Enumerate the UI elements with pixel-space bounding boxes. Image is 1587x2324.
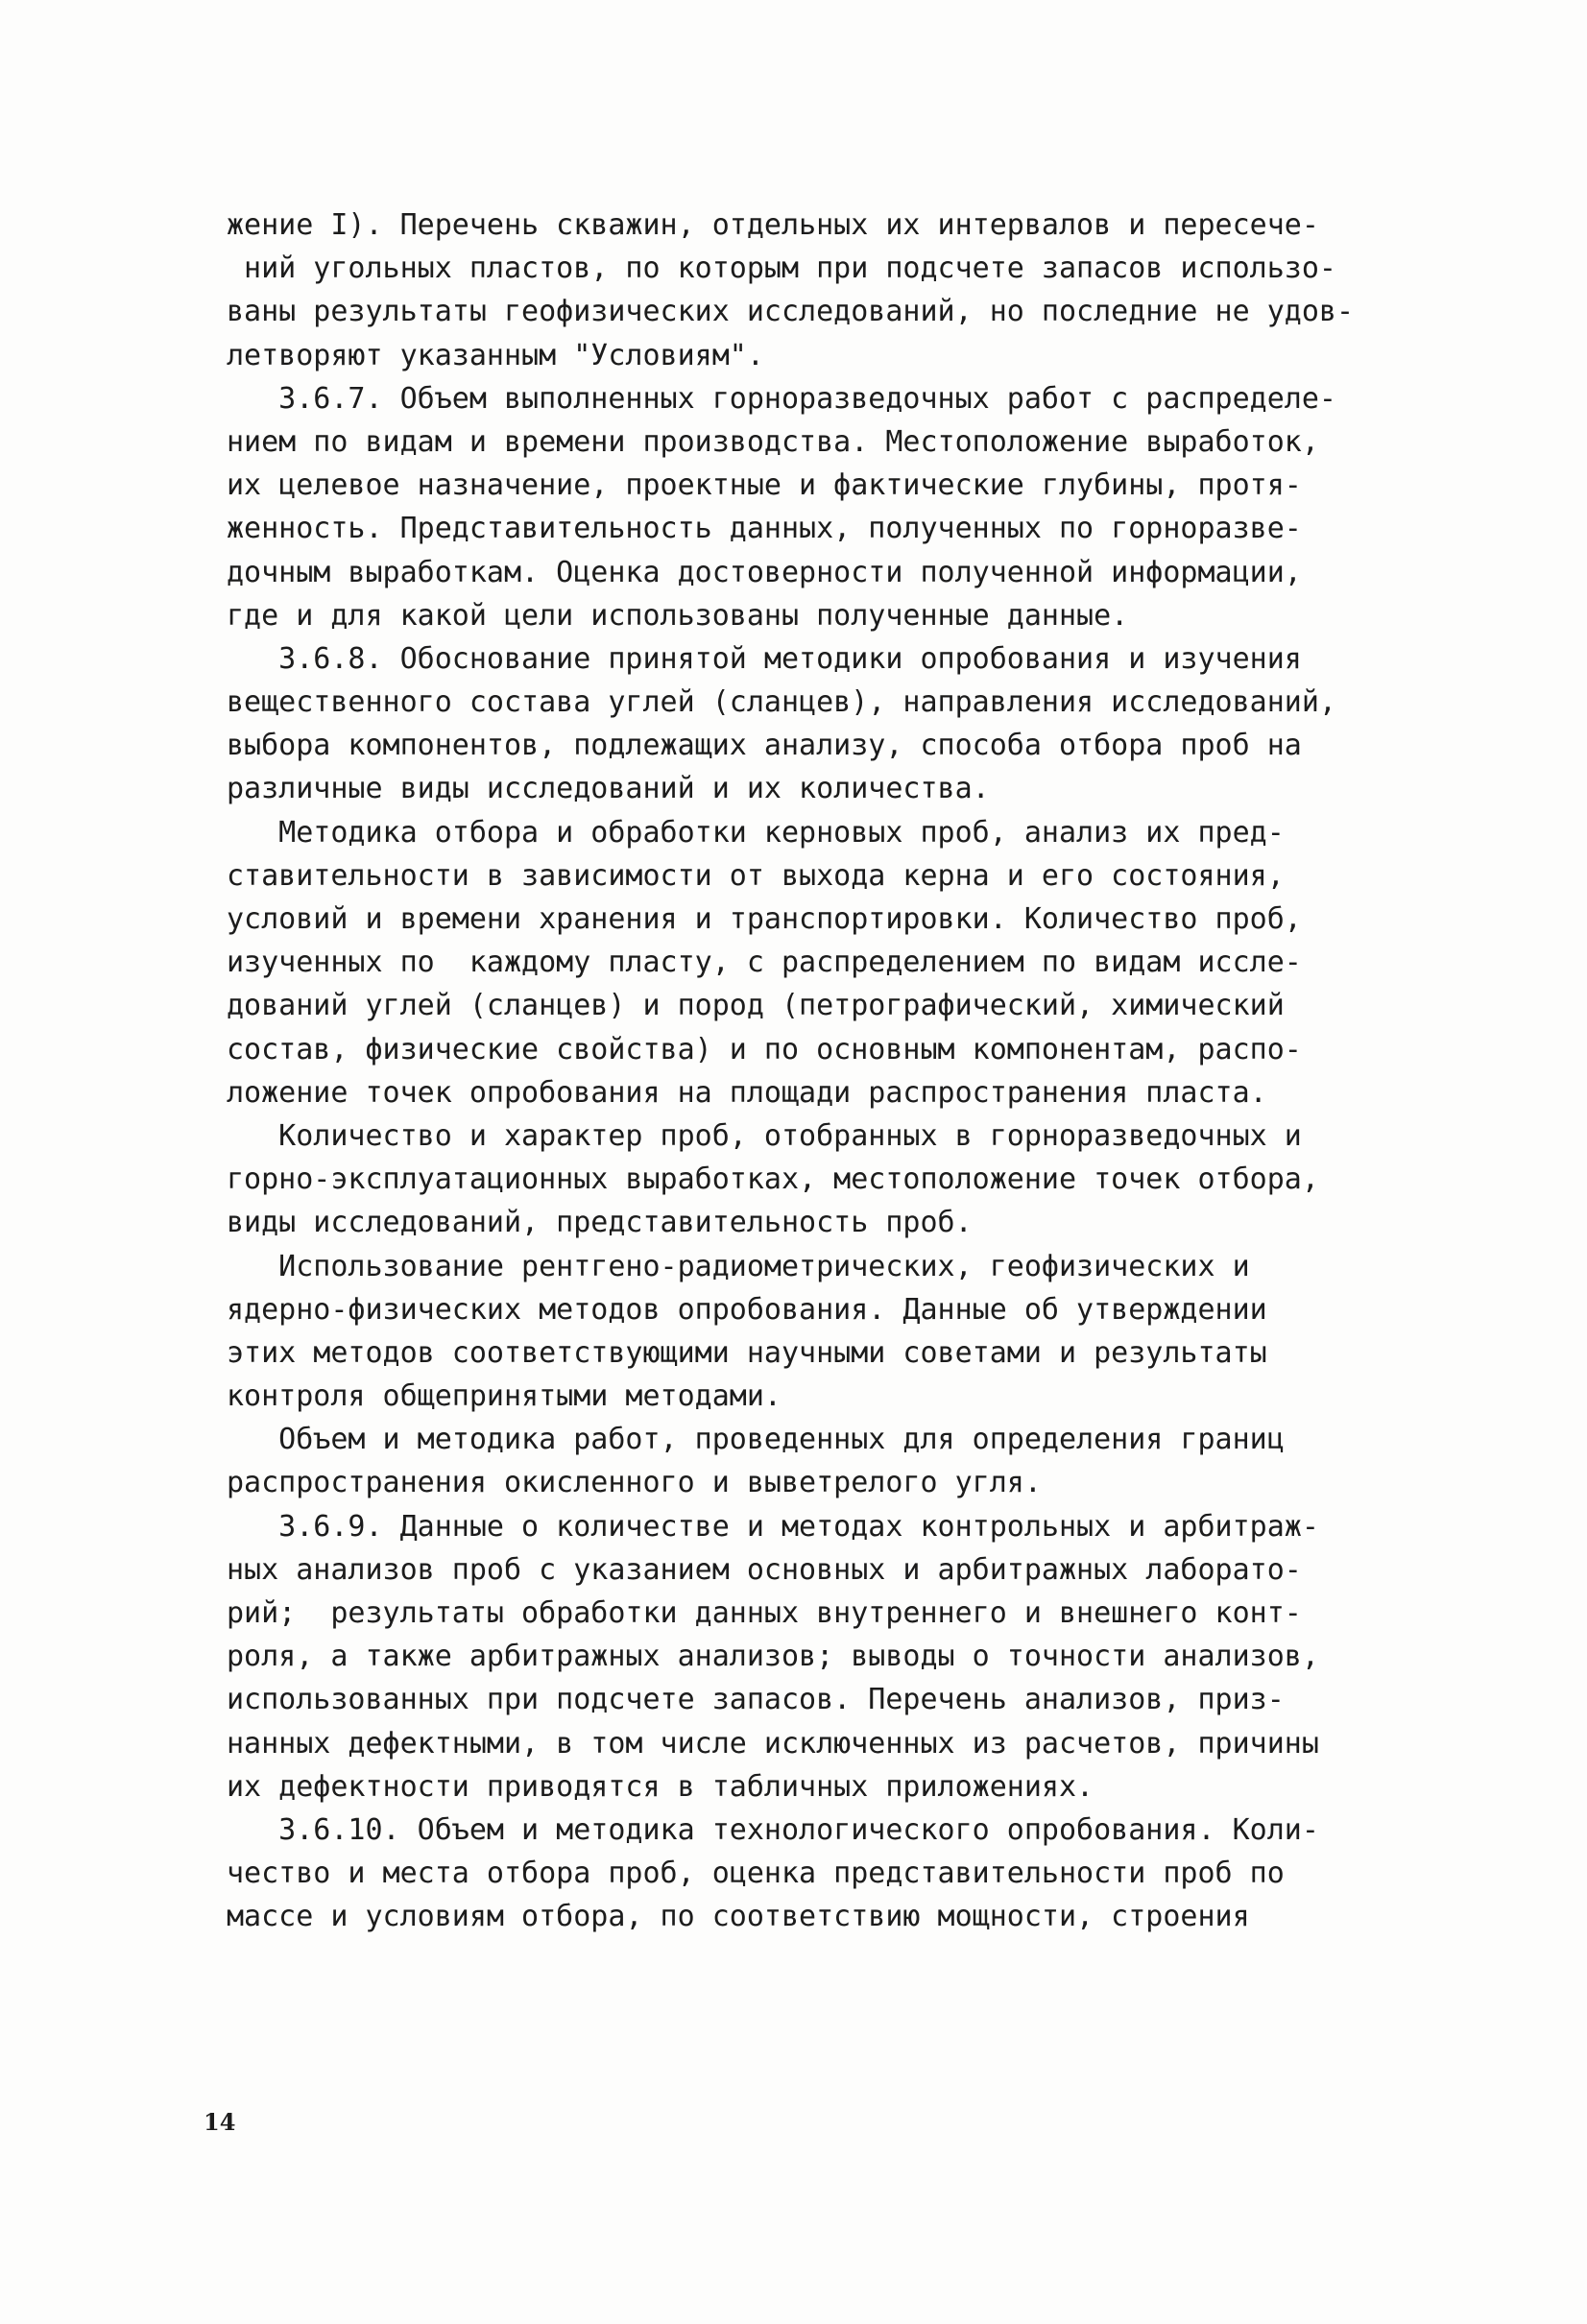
text-line: массе и условиям отбора, по соответствию мощности, строения xyxy=(227,1900,1250,1934)
text-line: выбора компонентов, подлежащих анализу, способа отбора проб на xyxy=(227,729,1302,763)
text-line: женность. Представительность данных, полученных по горноразве- xyxy=(227,512,1302,546)
text-line: нием по видам и времени производства. Местоположение выработок, xyxy=(227,424,1319,459)
text-line: жение I). Перечень скважин, отдельных их интервалов и пересече- xyxy=(227,208,1319,242)
text-line: 3.6.8. Обоснование принятой методики опробования и изучения xyxy=(227,641,1302,676)
text-line: Использование рентгено-радиометрических, геофизических и xyxy=(227,1249,1250,1283)
text-line: этих методов соответствующими научными советами и результаты xyxy=(227,1335,1267,1370)
text-line: ложение точек опробования на площади распространения пласта. xyxy=(227,1075,1267,1110)
text-line: Количество и характер проб, отобранных в горноразведочных и xyxy=(227,1118,1302,1153)
text-line: рий; результаты обработки данных внутреннего и внешнего конт- xyxy=(227,1596,1302,1630)
text-line: изученных по каждому пласту, с распределением по видам иссле- xyxy=(227,946,1302,980)
text-line: летворяют указанным "Условиям". xyxy=(227,338,764,372)
text-line: использованных при подсчете запасов. Перечень анализов, приз- xyxy=(227,1683,1285,1717)
text-line: вещественного состава углей (сланцев), направления исследований, xyxy=(227,685,1336,720)
body-text xyxy=(227,204,1407,1939)
text-line: ний угольных пластов, по которым при подсчете запасов использо- xyxy=(227,252,1336,286)
text-line: нанных дефектными, в том числе исключенных из расчетов, причины xyxy=(227,1726,1319,1761)
text-line: различные виды исследований и их количества. xyxy=(227,772,990,806)
text-line: состав, физические свойства) и по основным компонентам, распо- xyxy=(227,1032,1302,1066)
text-line: 3.6.10. Объем и методика технологического опробования. Коли- xyxy=(227,1812,1319,1847)
text-line: их целевое назначение, проектные и фактические глубины, протя- xyxy=(227,468,1302,503)
text-line: дочным выработкам. Оценка достоверности полученной информации, xyxy=(227,555,1302,589)
text-line: чество и места отбора проб, оценка представительности проб по xyxy=(227,1857,1285,1891)
text-line: дований углей (сланцев) и пород (петрографический, химический xyxy=(227,989,1285,1023)
text-line: распространения окисленного и выветрелого угля. xyxy=(227,1466,1042,1500)
text-line: виды исследований, представительность проб. xyxy=(227,1206,973,1240)
text-line: 3.6.9. Данные о количестве и методах контрольных и арбитраж- xyxy=(227,1509,1319,1544)
text-line: условий и времени хранения и транспортировки. Количество проб, xyxy=(227,902,1302,936)
text-line: 3.6.7. Объем выполненных горноразведочных работ с распределе- xyxy=(227,381,1336,416)
page-number: 14 xyxy=(204,2108,236,2136)
text-line: их дефектности приводятся в табличных приложениях. xyxy=(227,1769,1094,1804)
text-line: где и для какой цели использованы полученные данные. xyxy=(227,598,1129,633)
text-line: роля, а также арбитражных анализов; выводы о точности анализов, xyxy=(227,1640,1319,1674)
text-line: контроля общепринятыми методами. xyxy=(227,1379,781,1414)
text-line: ядерно-физических методов опробования. Данные об утверждении xyxy=(227,1292,1267,1327)
text-line: ваны результаты геофизических исследований, но последние не удов- xyxy=(227,295,1354,329)
text-line: Объем и методика работ, проведенных для определения границ xyxy=(227,1423,1285,1457)
text-line: ных анализов проб с указанием основных и арбитражных лаборато- xyxy=(227,1552,1302,1587)
text-line: Методика отбора и обработки керновых проб, анализ их пред- xyxy=(227,815,1285,850)
text-line: горно-эксплуатационных выработках, местоположение точек отбора, xyxy=(227,1162,1319,1197)
text-line: ставительности в зависимости от выхода керна и его состояния, xyxy=(227,858,1285,893)
